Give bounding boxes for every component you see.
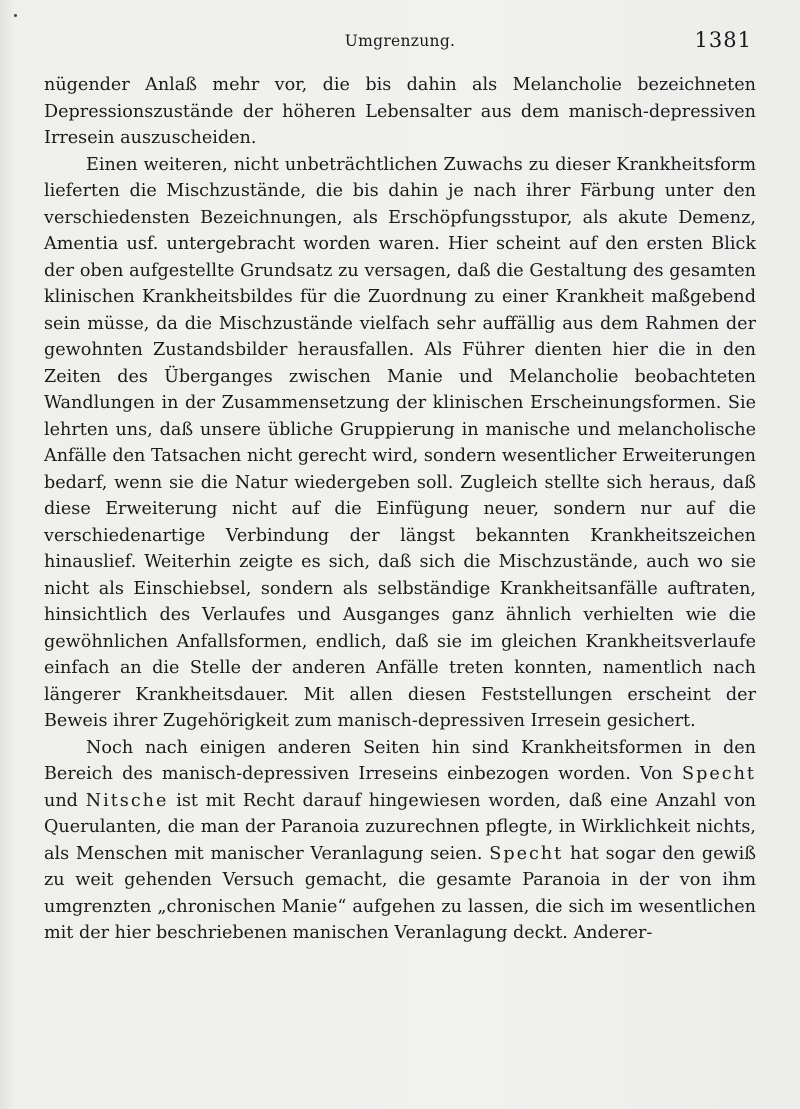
paragraph-3	[44, 735, 756, 947]
paragraph-3-text: hat sogar den gewiß zu weit gehenden Versuch gemacht, die gesamte Paranoia in der von ihm umgrenzten „chronischen Manie“ aufgehen zu lassen, die sich im wesentlichen mit der hier beschriebenen manischen Veranlagung deckt. Anderer-	[44, 843, 756, 943]
page-body	[44, 72, 756, 947]
page-number: 1381	[694, 28, 752, 52]
paragraph-1: nügender Anlaß mehr vor, die bis dahin als Melancholie bezeichneten Depressionszustände der höheren Lebensalter aus dem manisch-depressiven Irresein auszuscheiden.	[44, 75, 756, 148]
paragraph-2: Einen weiteren, nicht unbeträchtlichen Zuwachs zu dieser Krankheitsform lieferten die Mischzustände, die bis dahin je nach ihrer Färbung unter den verschiedensten Bezeichnungen, als Erschöpfungsstupor, als akute Demenz, Amentia usf. untergebracht worden waren. Hier scheint auf den ersten Blick der oben aufgestellte Grundsatz zu versagen, daß die Gestaltung des gesamten klinischen Krankheitsbildes für die Zuordnung zu einer Krankheit maßgebend sein müsse, da die Mischzustände vielfach sehr auffällig aus dem Rahmen der gewohnten Zustandsbilder herausfallen. Als Führer dienten hier die in den Zeiten des Überganges zwischen Manie und Melancholie beobachteten Wandlungen in der Zusammensetzung der klinischen Erscheinungsformen. Sie lehrten uns, daß unsere übliche Gruppierung in manische und melancholische Anfälle den Tatsachen nicht gerecht wird, sondern wesentlicher Erweiterungen bedarf, wenn sie die Natur wiedergeben soll. Zugleich stellte sich heraus, daß diese Erweiterung nicht auf die Einfügung neuer, sondern nur auf die verschiedenartige Verbindung der längst bekannten Krankheitszeichen hinauslief. Weiterhin zeigte es sich, daß sich die Mischzustände, auch wo sie nicht als Einschiebsel, sondern als selbständige Krankheitsanfälle auftraten, hinsichtlich des Verlaufes und Ausganges ganz ähnlich verhielten wie die gewöhnlichen Anfallsformen, endlich, daß sie im gleichen Krankheitsverlaufe einfach an die Stelle der anderen Anfälle treten konnten, namentlich nach längerer Krankheitsdauer. Mit allen diesen Feststellungen erscheint der Beweis ihrer Zugehörigkeit zum manisch-depressiven Irresein gesichert.	[44, 154, 756, 731]
author-name-specht: Specht	[489, 843, 564, 864]
running-header	[44, 26, 756, 60]
paragraph-3-text: und	[44, 790, 86, 811]
print-speck	[14, 14, 17, 17]
running-head-title: Umgrenzung.	[344, 32, 456, 50]
paragraph-3-text: ist mit Recht darauf hingewiesen worden, daß eine Anzahl von Querulanten, die man der Paranoia zuzurechnen pflegte, in Wirklichkeit nichts, als Menschen mit manischer Veranlagung seien.	[44, 790, 756, 864]
author-name-specht: Specht	[682, 764, 756, 784]
paragraph-3-text: Noch nach einigen anderen Seiten hin sind Krankheitsformen in den Bereich des manisch-depressiven Irreseins einbezogen worden. Von	[44, 737, 756, 784]
author-name-nitsche: Nitsche	[85, 790, 169, 811]
